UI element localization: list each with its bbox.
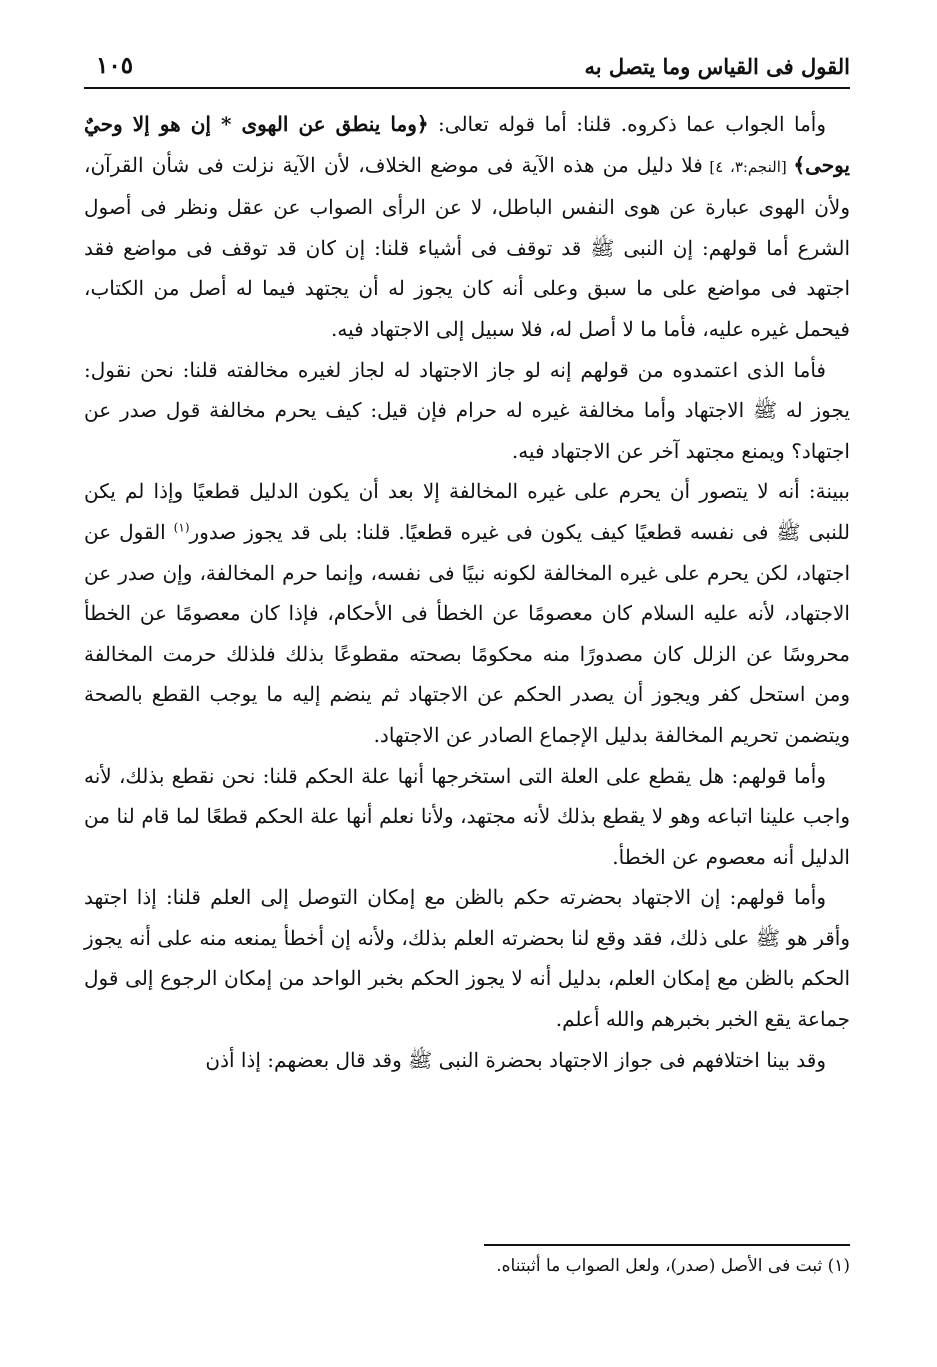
footnote-rule <box>484 1244 850 1246</box>
footnote-marker: (١) <box>173 520 190 535</box>
page-number: ١٠٥ <box>96 52 134 79</box>
paragraph-4: وأما قولهم: هل يقطع على العلة التى استخرجها أنها علة الحكم قلنا: نحن نقطع بذلك، لأنه واجب علينا اتباعه وهو لا يقطع بذلك لأنه مجتهد، ولأنا نعلم أنها علة الحكم قطعًا لما قام لنا من الدليل أنه معصوم عن الخطأ. <box>84 763 850 869</box>
paragraph-3-lead: ببينة: أنه لا يتصور أن يحرم على غيره المخالفة إلا بعد أن يكون الدليل قطعيًا وإذا لم يكن للنبى ﷺ فى نفسه قطعيًا كيف يكون فى غيره قطعيًا. قلنا: بلى قد يجوز صدور <box>84 479 850 544</box>
paragraph-5: وأما قولهم: إن الاجتهاد بحضرته حكم بالظن مع إمكان التوصل إلى العلم قلنا: إذا اجتهد وأقر هو ﷺ على ذلك، فقد وقع لنا بحضرته العلم بذلك، ولأنه إن أخطأ يمنعه منه على أنه يجوز الحكم بالظن مع إمكان العلم، بدليل أنه لا يجوز الحكم بخبر الواحد من إمكان الرجوع إلى قول جماعة يقع الخبر بخبرهم والله أعلم. <box>84 885 850 1032</box>
quran-verse: ﴿وما ينطق عن الهوى * إن هو إلا وحيٌ يوحى﴾ <box>84 112 850 177</box>
paragraph-1-lead: وأما الجواب عما ذكروه. قلنا: أما قوله تعالى: <box>428 112 826 136</box>
paragraph-2: فأما الذى اعتمدوه من قولهم إنه لو جاز الاجتهاد له لجاز لغيره مخالفته قلنا: نحن نقول: يجوز له ﷺ الاجتهاد وأما مخالفة غيره له حرام فإن قيل: كيف يحرم مخالفة قول صدر عن اجتهاد؟ ويمنع مجتهد آخر عن الاجتهاد فيه. <box>84 357 850 463</box>
footnote-area <box>84 0 850 1367</box>
paragraph-6: وقد بينا اختلافهم فى جواز الاجتهاد بحضرة النبى ﷺ وقد قال بعضهم: إذا أذن <box>205 1047 826 1072</box>
verse-reference: [النجم:٣، ٤] <box>702 157 794 176</box>
paragraph-1-body: فلا دليل من هذه الآية فى موضع الخلاف، لأن الآية نزلت فى شأن القرآن، ولأن الهوى عبارة عن هوى النفس الباطل، لا عن الرأى الصواب عن عقل ونظر فى أصول الشرع أما قولهم: إن النبى ﷺ قد توقف فى أشياء قلنا: إن كان قد توقف فى مواضع فقد اجتهد فى مواضع على ما سبق وعلى أنه كان يجوز له أن يجتهد فيما له أصل من الكتاب، فيحمل غيره عليه، فأما ما لا أصل له، فلا سبيل إلى الاجتهاد فيه. <box>84 152 851 341</box>
paragraph-3-body: القول عن اجتهاد، لكن يحرم على غيره المخالفة لكونه نبيًا فى نفسه، وإنما حرم المخالفة، وإن صدر عن الاجتهاد، لأنه عليه السلام كان معصومًا عن الخطأ فى الأحكام، فإذا كان معصومًا عن الخطأ محروسًا عن الزلل كان مصدورًا منه محكومًا بصحته مقطوعًا بذلك فلذلك حرمت المخالفة ومن استحل كفر ويجوز أن يصدر الحكم عن الاجتهاد ثم ينضم إليه ما يوجب القطع بالصحة ويتضمن تحريم المخالفة بدليل الإجماع الصادر عن الاجتهاد. <box>84 519 851 747</box>
header-title: القول فى القياس وما يتصل به <box>584 54 850 79</box>
footnote: (١) ثبت فى الأصل (صدر)، ولعل الصواب ما أثبتناه. <box>496 1256 850 1276</box>
